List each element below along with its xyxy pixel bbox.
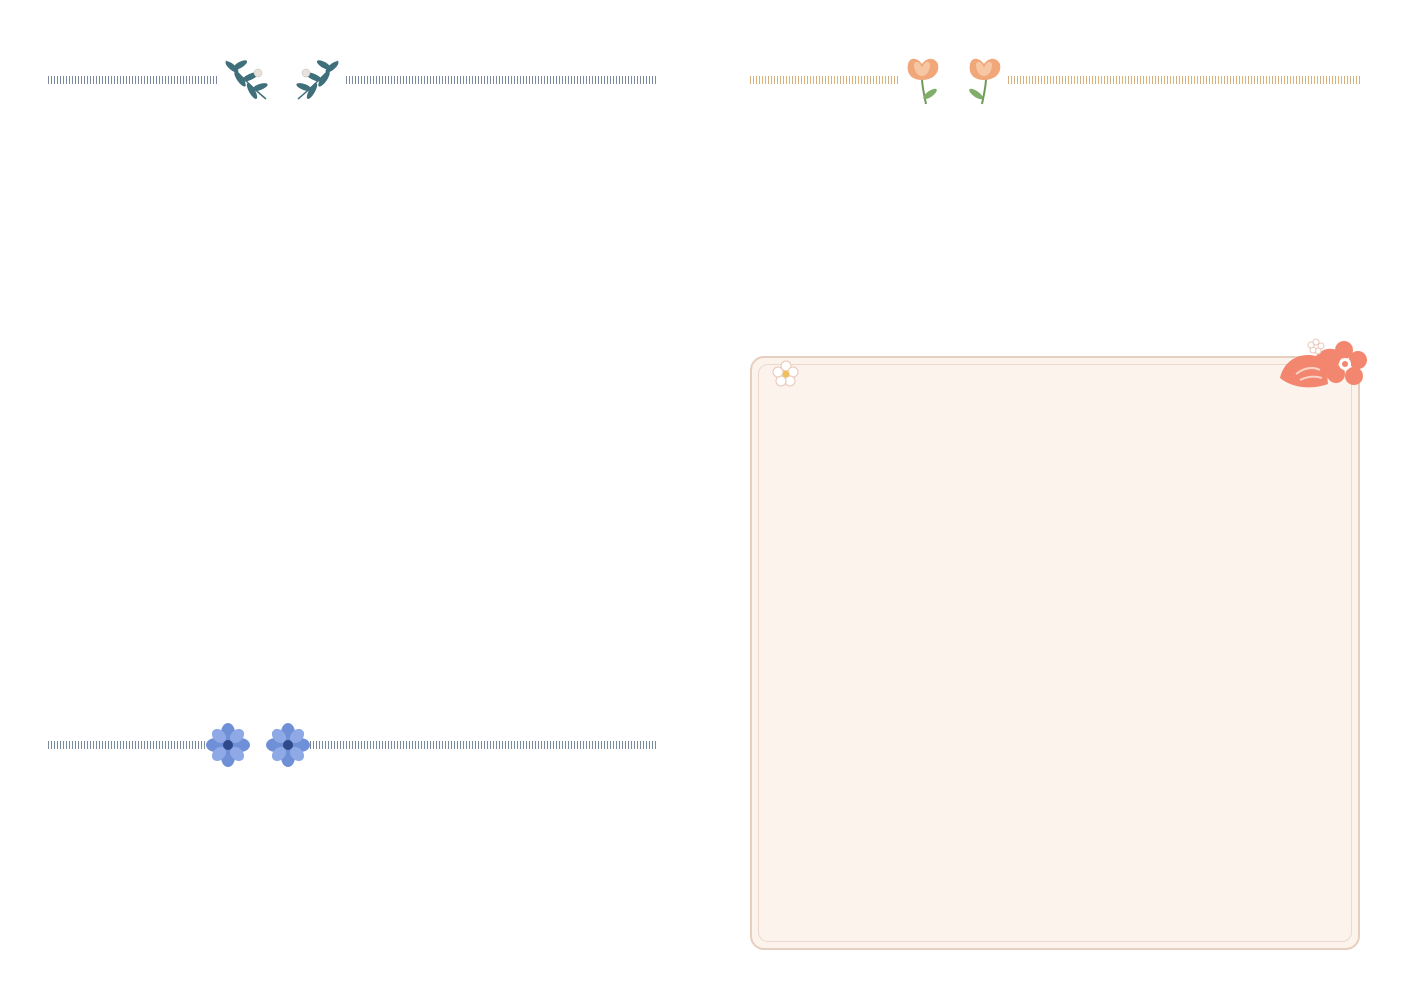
title-rule — [346, 76, 658, 84]
title-rule — [750, 76, 900, 84]
pink-blossom-icon — [766, 360, 806, 388]
title-rule — [48, 76, 218, 84]
blue-flower-icon — [206, 723, 250, 767]
orange-tulip-icon — [962, 54, 1008, 106]
sunday-title-row — [48, 52, 658, 108]
leaf-branch-icon — [218, 55, 272, 105]
wednesday-title-row — [750, 52, 1360, 108]
title-rule — [1008, 76, 1360, 84]
offering-box — [750, 356, 1360, 950]
offering-title-band — [800, 352, 1280, 356]
title-rule — [48, 741, 206, 749]
leaf-branch-icon — [292, 55, 346, 105]
orange-tulip-icon — [900, 54, 946, 106]
title-rule — [310, 741, 658, 749]
afternoon-title-row — [48, 720, 658, 770]
pink-blossom-icon — [1276, 338, 1368, 394]
blue-flower-icon — [266, 723, 310, 767]
